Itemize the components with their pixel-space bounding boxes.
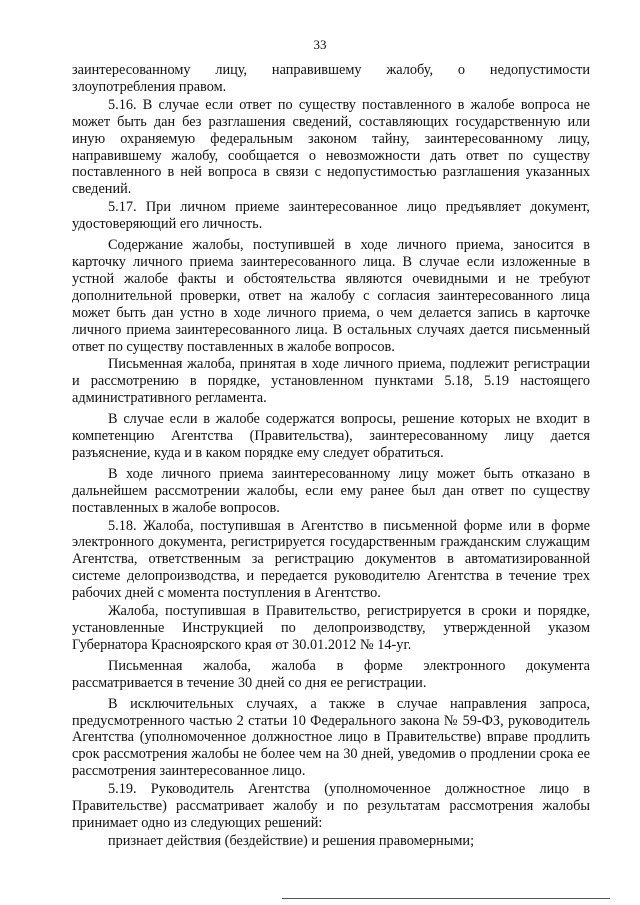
paragraph-personal-reception: Содержание жалобы, поступившей в ходе личного приема, заносится в карточку личного приема заинтересованного лица. В случае если изложенные в устной жалобе факты и обстоятельства являются очевидными и не требуют дополнительной проверки, ответ на жалобу с согласия заинтересованного лица может быть дан устно в ходе личного приема, о чем делается запись в карточке личного приема заинтересованного лица. В остальных случаях дается письменный ответ по существу поставленных в жалобе вопросов.	[72, 237, 590, 355]
paragraph-continuation: заинтересованному лицу, направившему жалобу, о недопустимости злоупотребления правом.	[72, 62, 590, 95]
paragraph-refusal: В ходе личного приема заинтересованному лицу может быть отказано в дальнейшем рассмотрении жалобы, если ему ранее был дан ответ по существу поставленных в жалобе вопросов.	[72, 465, 590, 516]
paragraph-review-period: Письменная жалоба, жалоба в форме электронного документа рассматривается в течение 30 дней со дня ее регистрации.	[72, 657, 590, 691]
paragraph-government-registration: Жалоба, поступившая в Правительство, регистрируется в сроки и порядке, установленные Инструкцией по делопроизводству, утвержденной указом Губернатора Красноярского края от 30.01.2012 № 14-уг.	[72, 603, 590, 653]
page-number: 33	[313, 37, 327, 52]
document-body	[72, 62, 590, 851]
paragraph-5-19: 5.19. Руководитель Агентства (уполномоченное должностное лицо в Правительстве) рассматривает жалобу и по результатам рассмотрения жалобы принимает одно из следующих решений:	[72, 781, 590, 831]
paragraph-5-16: 5.16. В случае если ответ по существу поставленного в жалобе вопроса не может быть дан без разглашения сведений, составляющих государственную или иную охраняемую федеральным законом тайну, заинтересованному лицу, направившему жалобу, сообщается о невозможности дать ответ по существу поставленного в ней вопроса в связи с недопустимостью разглашения указанных сведений.	[72, 96, 590, 198]
paragraph-decision-item: признает действия (бездействие) и решения правомерными;	[108, 832, 475, 849]
paragraph-extension: В исключительных случаях, а также в случае направления запроса, предусмотренного частью 2 статьи 10 Федерального закона № 59-ФЗ, руководитель Агентства (уполномоченное должностное лицо в Правительстве) вправе продлить срок рассмотрения жалобы не более чем на 30 дней, уведомив о продлении срока ее рассмотрения заинтересованное лицо.	[72, 695, 590, 780]
paragraph-competence: В случае если в жалобе содержатся вопросы, решение которых не входит в компетенцию Агентства (Правительства), заинтересованному лицу дается разъяснение, куда и в каком порядке ему следует обратиться.	[72, 411, 590, 461]
bottom-rule	[282, 898, 610, 899]
paragraph-5-17: 5.17. При личном приеме заинтересованное лицо предъявляет документ, удостоверяющий его личность.	[72, 199, 590, 233]
paragraph-5-18: 5.18. Жалоба, поступившая в Агентство в письменной форме или в форме электронного документа, регистрируется государственным гражданским служащим Агентства, ответственным за регистрацию документов в автоматизированной системе делопроизводства, и передается руководителю Агентства в течение трех рабочих дней с момента поступления в Агентство.	[72, 517, 590, 602]
paragraph-written-complaint: Письменная жалоба, принятая в ходе личного приема, подлежит регистрации и рассмотрению в порядке, установленном пунктами 5.18, 5.19 настоящего административного регламента.	[72, 356, 590, 407]
